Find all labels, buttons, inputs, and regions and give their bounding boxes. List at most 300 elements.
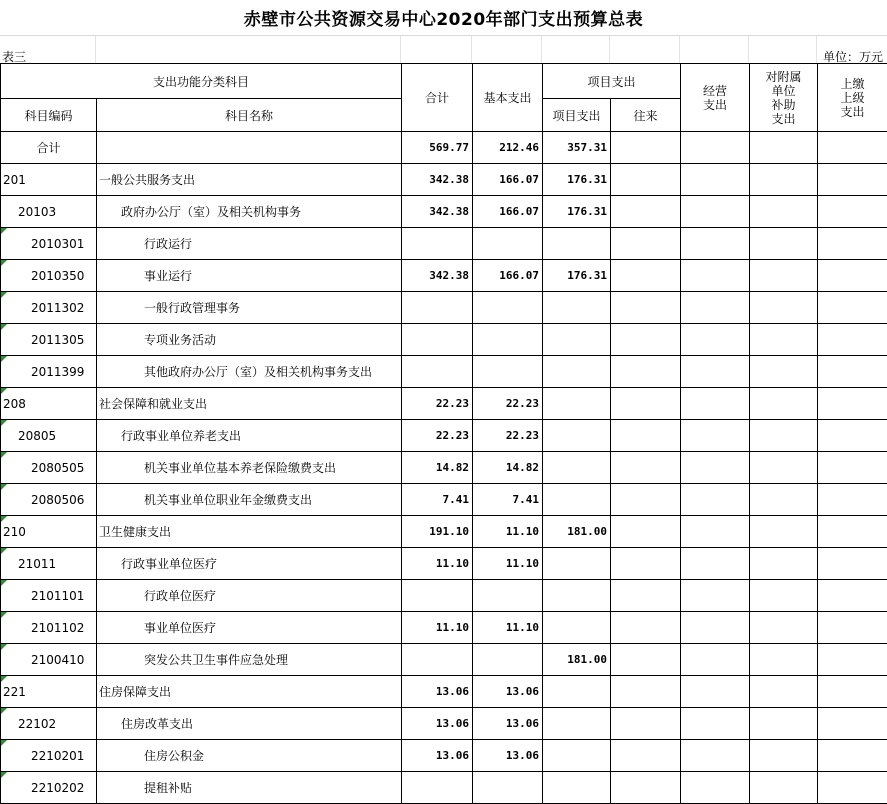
table-row: [1, 644, 887, 676]
cell-marker-icon: [1, 388, 7, 394]
row-name-text: 住房保障支出: [99, 685, 171, 699]
row-transfer-cell: [611, 356, 681, 388]
row-total-cell: [402, 132, 473, 164]
table-row: [1, 228, 887, 260]
row-transfer-cell: [611, 260, 681, 292]
row-code-cell: [1, 548, 97, 580]
row-subsidy-cell: [750, 132, 818, 164]
row-name-cell: [97, 740, 402, 772]
row-business-cell: [681, 228, 750, 260]
row-total-text: 11.10: [436, 557, 469, 570]
row-project-text: 357.31: [567, 141, 607, 154]
row-total-cell: [402, 228, 473, 260]
row-name-cell: [97, 516, 402, 548]
row-code-text: 2010350: [31, 269, 84, 283]
row-name-text: 住房公积金: [144, 749, 204, 763]
row-project-cell: [543, 708, 611, 740]
row-project-cell: [543, 420, 611, 452]
row-code-text: 2011399: [31, 365, 84, 379]
cell-marker-icon: [1, 580, 7, 586]
row-remit-cell: [818, 644, 887, 676]
row-remit-cell: [818, 388, 887, 420]
row-transfer-cell: [611, 388, 681, 420]
row-remit-cell: [818, 132, 887, 164]
cell-marker-icon: [1, 356, 7, 362]
cell-marker-icon: [1, 676, 7, 682]
grid-divider: [748, 36, 749, 63]
row-name-cell: [97, 292, 402, 324]
row-name-text: 行政事业单位医疗: [121, 557, 217, 571]
row-subsidy-cell: [750, 324, 818, 356]
row-name-text: 社会保障和就业支出: [99, 397, 207, 411]
row-name-text: 事业运行: [144, 269, 192, 283]
row-name-text: 政府办公厅（室）及相关机构事务: [121, 205, 301, 219]
row-total-cell: [402, 484, 473, 516]
row-remit-cell: [818, 676, 887, 708]
row-code-cell: [1, 356, 97, 388]
row-project-cell: [543, 452, 611, 484]
header-func-group: 支出功能分类科目: [1, 64, 402, 99]
row-name-text: 卫生健康支出: [99, 525, 171, 539]
row-basic-text: 22.23: [506, 429, 539, 442]
row-transfer-cell: [611, 676, 681, 708]
row-basic-cell: [473, 292, 543, 324]
table-row: [1, 292, 887, 324]
row-total-text: 13.06: [436, 685, 469, 698]
row-total-text: 14.82: [436, 461, 469, 474]
row-project-text: 176.31: [567, 173, 607, 186]
row-project-text: 181.00: [567, 525, 607, 538]
row-name-cell: [97, 612, 402, 644]
row-project-cell: [543, 132, 611, 164]
row-code-cell: [1, 164, 97, 196]
row-basic-text: 14.82: [506, 461, 539, 474]
table-row: [1, 196, 887, 228]
row-code-cell: [1, 740, 97, 772]
header-name: 科目名称: [97, 99, 402, 132]
row-remit-cell: [818, 196, 887, 228]
table-row: [1, 420, 887, 452]
row-code-text: 208: [3, 397, 26, 411]
row-name-cell: [97, 420, 402, 452]
row-basic-cell: [473, 548, 543, 580]
row-transfer-cell: [611, 132, 681, 164]
row-name-cell: [97, 580, 402, 612]
row-subsidy-cell: [750, 292, 818, 324]
table-row: [1, 356, 887, 388]
row-total-text: 13.06: [436, 717, 469, 730]
row-subsidy-cell: [750, 644, 818, 676]
row-code-cell: [1, 260, 97, 292]
row-total-text: 13.06: [436, 749, 469, 762]
row-project-text: 181.00: [567, 653, 607, 666]
row-basic-text: 166.07: [499, 269, 539, 282]
cell-marker-icon: [1, 708, 7, 714]
row-business-cell: [681, 580, 750, 612]
row-transfer-cell: [611, 324, 681, 356]
cell-marker-icon: [1, 292, 7, 298]
row-code-cell: [1, 516, 97, 548]
row-basic-cell: [473, 420, 543, 452]
cell-marker-icon: [1, 772, 7, 778]
row-total-cell: [402, 260, 473, 292]
row-name-text: 一般行政管理事务: [144, 301, 240, 315]
row-code-cell: [1, 708, 97, 740]
row-basic-cell: [473, 452, 543, 484]
row-project-cell: [543, 292, 611, 324]
grid-divider: [816, 36, 817, 63]
table-row: [1, 580, 887, 612]
row-business-cell: [681, 484, 750, 516]
row-remit-cell: [818, 452, 887, 484]
row-total-cell: [402, 644, 473, 676]
cell-marker-icon: [1, 644, 7, 650]
table-row: [1, 740, 887, 772]
row-name-text: 提租补贴: [144, 781, 192, 795]
cell-marker-icon: [1, 228, 7, 234]
row-name-cell: [97, 196, 402, 228]
row-project-cell: [543, 484, 611, 516]
row-basic-cell: [473, 644, 543, 676]
table-row: [1, 548, 887, 580]
row-name-cell: [97, 452, 402, 484]
row-subsidy-cell: [750, 260, 818, 292]
cell-marker-icon: [1, 548, 7, 554]
row-name-cell: [97, 644, 402, 676]
row-name-cell: [97, 132, 402, 164]
row-name-text: 行政运行: [144, 237, 192, 251]
row-total-cell: [402, 452, 473, 484]
row-project-cell: [543, 676, 611, 708]
row-project-cell: [543, 356, 611, 388]
row-project-cell: [543, 260, 611, 292]
row-transfer-cell: [611, 484, 681, 516]
row-name-text: 机关事业单位职业年金缴费支出: [144, 493, 312, 507]
header-business: 经营 支出: [681, 64, 750, 132]
row-project-cell: [543, 324, 611, 356]
cell-marker-icon: [1, 516, 7, 522]
row-total-cell: [402, 548, 473, 580]
row-project-cell: [543, 196, 611, 228]
row-business-cell: [681, 516, 750, 548]
row-name-text: 一般公共服务支出: [99, 173, 195, 187]
row-subsidy-cell: [750, 740, 818, 772]
row-business-cell: [681, 132, 750, 164]
row-total-cell: [402, 164, 473, 196]
header-basic: 基本支出: [473, 64, 543, 132]
table-row: [1, 612, 887, 644]
table-header: [1, 64, 887, 132]
row-basic-text: 212.46: [499, 141, 539, 154]
row-basic-cell: [473, 260, 543, 292]
row-project-text: 176.31: [567, 205, 607, 218]
row-basic-cell: [473, 676, 543, 708]
row-code-text: 2210202: [31, 781, 84, 795]
row-business-cell: [681, 164, 750, 196]
row-total-cell: [402, 324, 473, 356]
row-subsidy-cell: [750, 676, 818, 708]
row-name-text: 行政单位医疗: [144, 589, 216, 603]
row-name-text: 专项业务活动: [144, 333, 216, 347]
row-total-cell: [402, 740, 473, 772]
row-subsidy-cell: [750, 388, 818, 420]
row-code-text: 2210201: [31, 749, 84, 763]
row-code-text: 21011: [18, 557, 56, 571]
row-project-cell: [543, 644, 611, 676]
table-row: [1, 132, 887, 164]
row-transfer-cell: [611, 548, 681, 580]
row-remit-cell: [818, 324, 887, 356]
row-name-cell: [97, 164, 402, 196]
row-basic-text: 11.10: [506, 557, 539, 570]
row-transfer-cell: [611, 644, 681, 676]
row-project-text: 176.31: [567, 269, 607, 282]
row-total-cell: [402, 612, 473, 644]
row-subsidy-cell: [750, 356, 818, 388]
row-total-cell: [402, 420, 473, 452]
row-code-text: 20103: [18, 205, 56, 219]
row-code-text: 2010301: [31, 237, 84, 251]
row-code-cell: [1, 388, 97, 420]
row-basic-text: 13.06: [506, 717, 539, 730]
row-project-cell: [543, 580, 611, 612]
row-name-text: 机关事业单位基本养老保险缴费支出: [144, 461, 336, 475]
row-name-cell: [97, 228, 402, 260]
row-transfer-cell: [611, 228, 681, 260]
row-name-text: 行政事业单位养老支出: [121, 429, 241, 443]
row-business-cell: [681, 708, 750, 740]
row-code-text: 2100410: [31, 653, 84, 667]
row-total-cell: [402, 356, 473, 388]
row-code-cell: [1, 132, 97, 164]
row-subsidy-cell: [750, 452, 818, 484]
grid-divider: [471, 36, 472, 63]
row-basic-cell: [473, 740, 543, 772]
row-code-cell: [1, 420, 97, 452]
header-project: 项目支出: [543, 99, 611, 132]
grid-divider: [609, 36, 610, 63]
row-business-cell: [681, 612, 750, 644]
row-business-cell: [681, 356, 750, 388]
row-basic-cell: [473, 612, 543, 644]
row-code-cell: [1, 580, 97, 612]
row-code-cell: [1, 292, 97, 324]
row-name-cell: [97, 548, 402, 580]
row-total-text: 11.10: [436, 621, 469, 634]
row-transfer-cell: [611, 196, 681, 228]
row-code-text: 22102: [18, 717, 56, 731]
row-business-cell: [681, 740, 750, 772]
row-project-cell: [543, 164, 611, 196]
budget-table: [0, 63, 887, 804]
row-code-text: 2080506: [31, 493, 84, 507]
table-label: 表三: [2, 48, 26, 65]
row-business-cell: [681, 196, 750, 228]
row-code-text: 201: [3, 173, 26, 187]
row-name-cell: [97, 708, 402, 740]
row-name-text: 其他政府办公厅（室）及相关机构事务支出: [144, 365, 372, 379]
row-subsidy-cell: [750, 548, 818, 580]
row-remit-cell: [818, 612, 887, 644]
row-total-text: 7.41: [443, 493, 470, 506]
row-transfer-cell: [611, 612, 681, 644]
row-total-text: 191.10: [429, 525, 469, 538]
row-transfer-cell: [611, 580, 681, 612]
row-project-cell: [543, 516, 611, 548]
row-code-cell: [1, 484, 97, 516]
row-subsidy-cell: [750, 580, 818, 612]
row-basic-cell: [473, 356, 543, 388]
table-row: [1, 484, 887, 516]
row-basic-text: 11.10: [506, 621, 539, 634]
row-remit-cell: [818, 228, 887, 260]
row-name-text: 住房改革支出: [121, 717, 193, 731]
table-row: [1, 260, 887, 292]
row-business-cell: [681, 676, 750, 708]
row-name-text: 突发公共卫生事件应急处理: [144, 653, 288, 667]
row-code-cell: [1, 644, 97, 676]
cell-marker-icon: [1, 452, 7, 458]
row-transfer-cell: [611, 708, 681, 740]
row-code-cell: [1, 196, 97, 228]
table-row: [1, 452, 887, 484]
row-total-cell: [402, 292, 473, 324]
row-remit-cell: [818, 740, 887, 772]
row-subsidy-cell: [750, 196, 818, 228]
row-subsidy-cell: [750, 612, 818, 644]
row-basic-text: 7.41: [513, 493, 540, 506]
row-basic-cell: [473, 516, 543, 548]
row-transfer-cell: [611, 452, 681, 484]
row-total-cell: [402, 516, 473, 548]
row-total-text: 22.23: [436, 429, 469, 442]
cell-marker-icon: [1, 740, 7, 746]
row-transfer-cell: [611, 292, 681, 324]
cell-marker-icon: [1, 420, 7, 426]
row-subsidy-cell: [750, 708, 818, 740]
table-row: [1, 516, 887, 548]
row-transfer-cell: [611, 740, 681, 772]
row-project-cell: [543, 548, 611, 580]
row-basic-cell: [473, 580, 543, 612]
row-code-cell: [1, 452, 97, 484]
row-transfer-cell: [611, 516, 681, 548]
row-code-cell: [1, 676, 97, 708]
row-subsidy-cell: [750, 516, 818, 548]
row-code-cell: [1, 612, 97, 644]
row-remit-cell: [818, 708, 887, 740]
row-code-text: 合计: [36, 141, 60, 155]
row-subsidy-cell: [750, 228, 818, 260]
header-code: 科目编码: [1, 99, 97, 132]
row-remit-cell: [818, 260, 887, 292]
row-total-text: 22.23: [436, 397, 469, 410]
row-remit-cell: [818, 292, 887, 324]
row-total-cell: [402, 388, 473, 420]
row-name-cell: [97, 676, 402, 708]
row-project-cell: [543, 228, 611, 260]
row-remit-cell: [818, 420, 887, 452]
row-subsidy-cell: [750, 164, 818, 196]
row-name-text: 事业单位医疗: [144, 621, 216, 635]
row-basic-cell: [473, 196, 543, 228]
header-total: 合计: [402, 64, 473, 132]
row-basic-text: 13.06: [506, 749, 539, 762]
row-basic-cell: [473, 484, 543, 516]
header-project-group: 项目支出: [543, 64, 681, 99]
table-row: [1, 388, 887, 420]
row-basic-cell: [473, 164, 543, 196]
header-remit: 上缴 上级 支出: [818, 64, 887, 132]
unit-label: 单位：万元: [823, 48, 883, 65]
cell-marker-icon: [1, 260, 7, 266]
row-basic-cell: [473, 228, 543, 260]
row-code-text: 2080505: [31, 461, 84, 475]
table-row: [1, 708, 887, 740]
row-total-cell: [402, 580, 473, 612]
sheet-title: 赤壁市公共资源交易中心2020年部门支出预算总表: [0, 0, 887, 36]
row-basic-text: 22.23: [506, 397, 539, 410]
row-name-cell: [97, 324, 402, 356]
row-code-text: 210: [3, 525, 26, 539]
row-total-cell: [402, 196, 473, 228]
table-row: [1, 324, 887, 356]
row-code-text: 221: [3, 685, 26, 699]
row-transfer-cell: [611, 420, 681, 452]
row-total-text: 569.77: [429, 141, 469, 154]
row-transfer-cell: [611, 164, 681, 196]
row-remit-cell: [818, 484, 887, 516]
header-transfer: 往来: [611, 99, 681, 132]
row-basic-text: 11.10: [506, 525, 539, 538]
row-basic-text: 166.07: [499, 205, 539, 218]
row-basic-text: 166.07: [499, 173, 539, 186]
row-remit-cell: [818, 356, 887, 388]
grid-divider: [541, 36, 542, 63]
row-code-text: 20805: [18, 429, 56, 443]
grid-divider: [400, 36, 401, 63]
row-total-text: 342.38: [429, 205, 469, 218]
row-project-cell: [543, 388, 611, 420]
row-business-cell: [681, 452, 750, 484]
row-subsidy-cell: [750, 484, 818, 516]
row-total-text: 342.38: [429, 269, 469, 282]
row-basic-cell: [473, 708, 543, 740]
row-business-cell: [681, 548, 750, 580]
grid-divider: [95, 36, 96, 63]
row-project-cell: [543, 740, 611, 772]
header-subsidy: 对附属 单位 补助 支出: [750, 64, 818, 132]
row-name-cell: [97, 388, 402, 420]
row-code-cell: [1, 228, 97, 260]
row-total-cell: [402, 708, 473, 740]
row-business-cell: [681, 324, 750, 356]
cell-marker-icon: [1, 484, 7, 490]
row-remit-cell: [818, 164, 887, 196]
cell-marker-icon: [1, 612, 7, 618]
row-name-cell: [97, 356, 402, 388]
row-code-text: 2011305: [31, 333, 84, 347]
row-business-cell: [681, 260, 750, 292]
row-total-cell: [402, 676, 473, 708]
row-basic-cell: [473, 324, 543, 356]
row-business-cell: [681, 292, 750, 324]
row-name-cell: [97, 484, 402, 516]
cell-marker-icon: [1, 324, 7, 330]
row-basic-text: 13.06: [506, 685, 539, 698]
row-basic-cell: [473, 132, 543, 164]
row-total-text: 342.38: [429, 173, 469, 186]
